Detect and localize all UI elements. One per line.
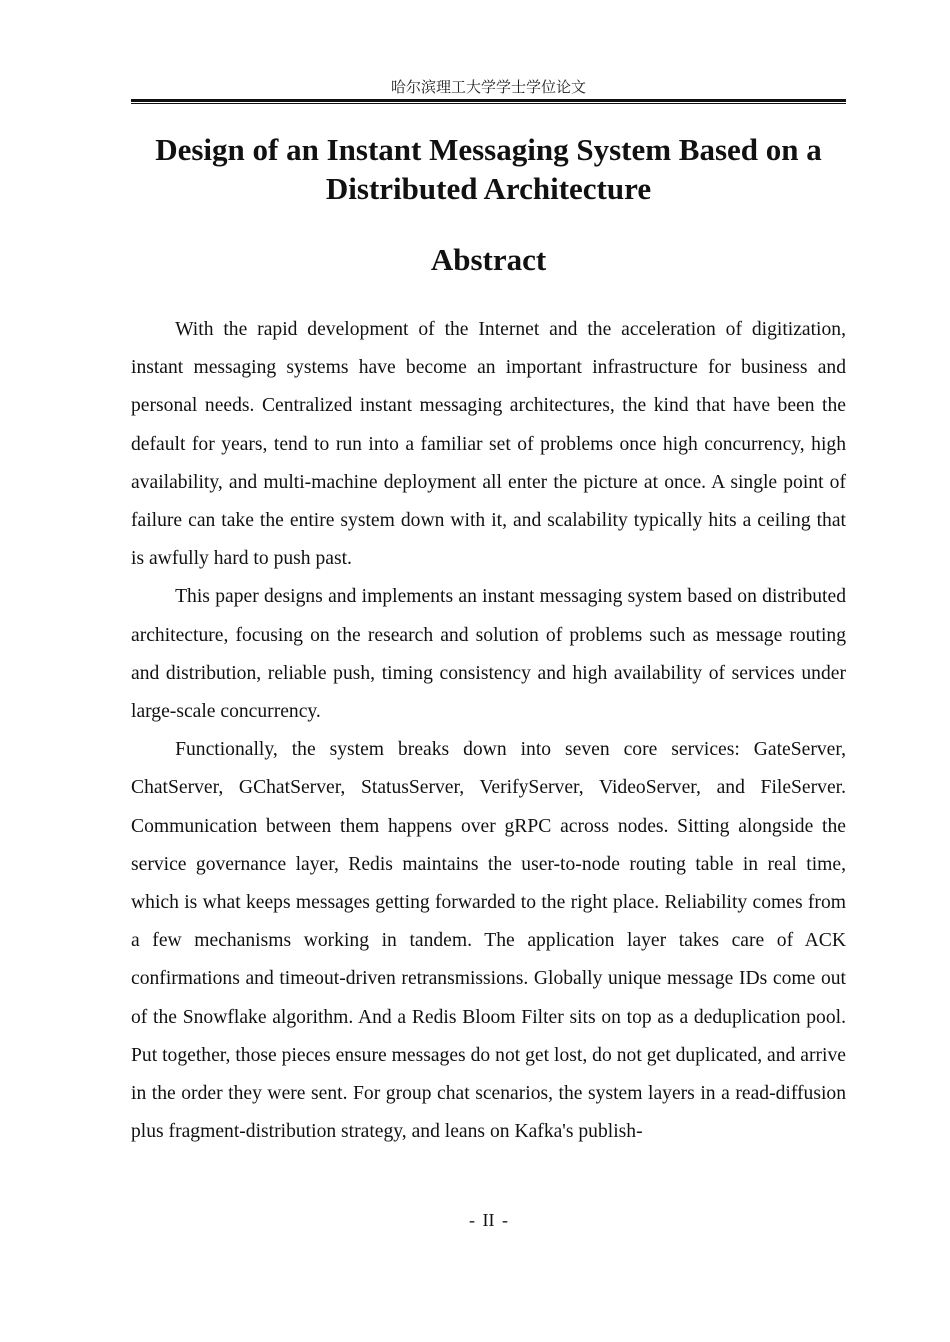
paper-title: [131, 130, 846, 208]
header-rule: [131, 99, 846, 105]
abstract-paragraph-1: With the rapid development of the Internet and the acceleration of digitization, instant messaging systems have become an important infrastructure for business and personal needs. Centralized instant messaging architectures, the kind that have been the default for years, tend to run into a familiar set of problems once high concurrency, high availability, and multi-machine deployment all enter the picture at once. A single point of failure can take the entire system down with it, and scalability typically hits a ceiling that is awfully hard to push past.: [131, 319, 846, 570]
header-rule-thick: [131, 99, 846, 102]
page-number: - II -: [469, 1210, 508, 1230]
header-rule-thin: [131, 103, 846, 104]
paper-title-line-2: Distributed Architecture: [325, 171, 652, 206]
paper-title-line-1: Design of an Instant Messaging System Based on a: [155, 132, 822, 167]
abstract-body: [131, 311, 846, 1151]
abstract-heading: Abstract: [430, 242, 547, 277]
running-header: 哈尔滨理工大学学士学位论文: [390, 80, 586, 96]
abstract-paragraph-2: This paper designs and implements an instant messaging system based on distributed architecture, focusing on the research and solution of problems such as message routing and distribution, reliable push, timing consistency and high availability of services under large-scale concurrency.: [131, 586, 846, 723]
abstract-paragraph-3: Functionally, the system breaks down into seven core services: GateServer, ChatServer, GChatServer, StatusServer, VerifyServer, VideoServer, and FileServer. Communication between them happens over gRPC across nodes. Sitting alongside the service governance layer, Redis maintains the user-to-node routing table in real time, which is what keeps messages getting forwarded to the right place. Reliability comes from a few mechanisms working in tandem. The application layer takes care of ACK confirmations and timeout-driven retransmissions. Globally unique message IDs come out of the Snowflake algorithm. And a Redis Bloom Filter sits on top as a deduplication pool. Put together, those pieces ensure messages do not get lost, do not get duplicated, and arrive in the order they were sent. For group chat scenarios, the system layers in a read-diffusion plus fragment-distribution strategy, and leans on Kafka's publish-: [131, 739, 846, 1143]
